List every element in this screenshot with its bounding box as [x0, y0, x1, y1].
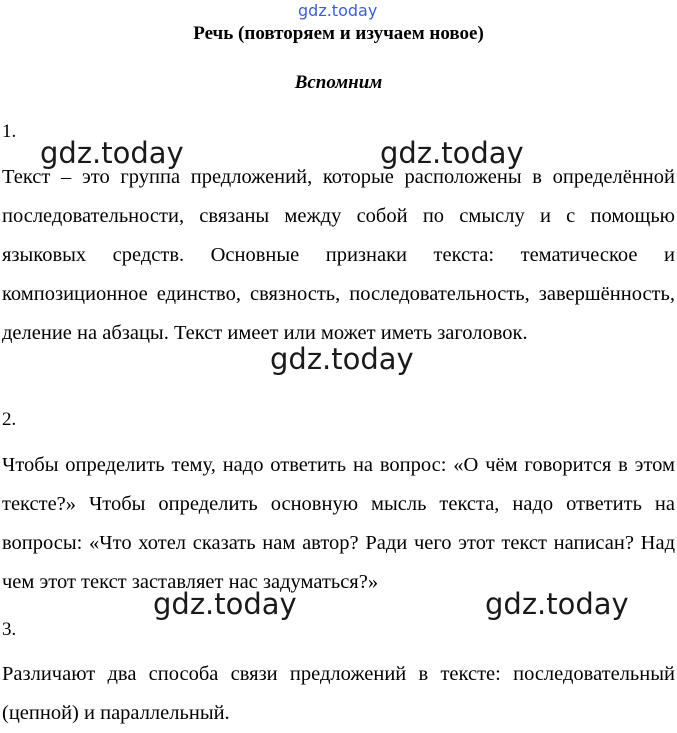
item-text-3: Различают два способа связи предложений в тексте: последовательный (цепной) и параллельный. [2, 663, 675, 724]
watermark-top: gdz.today [298, 1, 378, 20]
watermark-3: gdz.today [270, 342, 414, 376]
watermark-5: gdz.today [485, 587, 629, 621]
section-subtitle: Вспомним [294, 72, 383, 93]
page-title: Речь (повторяем и изучаем новое) [193, 23, 484, 44]
watermark-4: gdz.today [153, 587, 297, 621]
item-text-1: Текст – это группа предложений, которые расположены в определённой последовательности, связаны между собой по смыслу и с помощью языковых средств. Основные признаки текста: тематическое и композиционное единство, связность, последовательность, завершённость, деление на абзацы. Текст имеет или может иметь заголовок. [2, 166, 675, 344]
item-text-2: Чтобы определить тему, надо ответить на вопрос: «О чём говорится в этом тексте?» Чтобы определить основную мысль текста, надо ответить на вопросы: «Что хотел сказать нам автор? Ради чего этот текст написан? Над чем этот текст заставляет нас задуматься?» [2, 454, 675, 593]
watermark-1: gdz.today [40, 136, 184, 170]
watermark-2: gdz.today [380, 136, 524, 170]
item-number-3: 3. [2, 619, 17, 640]
item-number-1: 1. [2, 121, 17, 142]
item-number-2: 2. [2, 409, 17, 430]
